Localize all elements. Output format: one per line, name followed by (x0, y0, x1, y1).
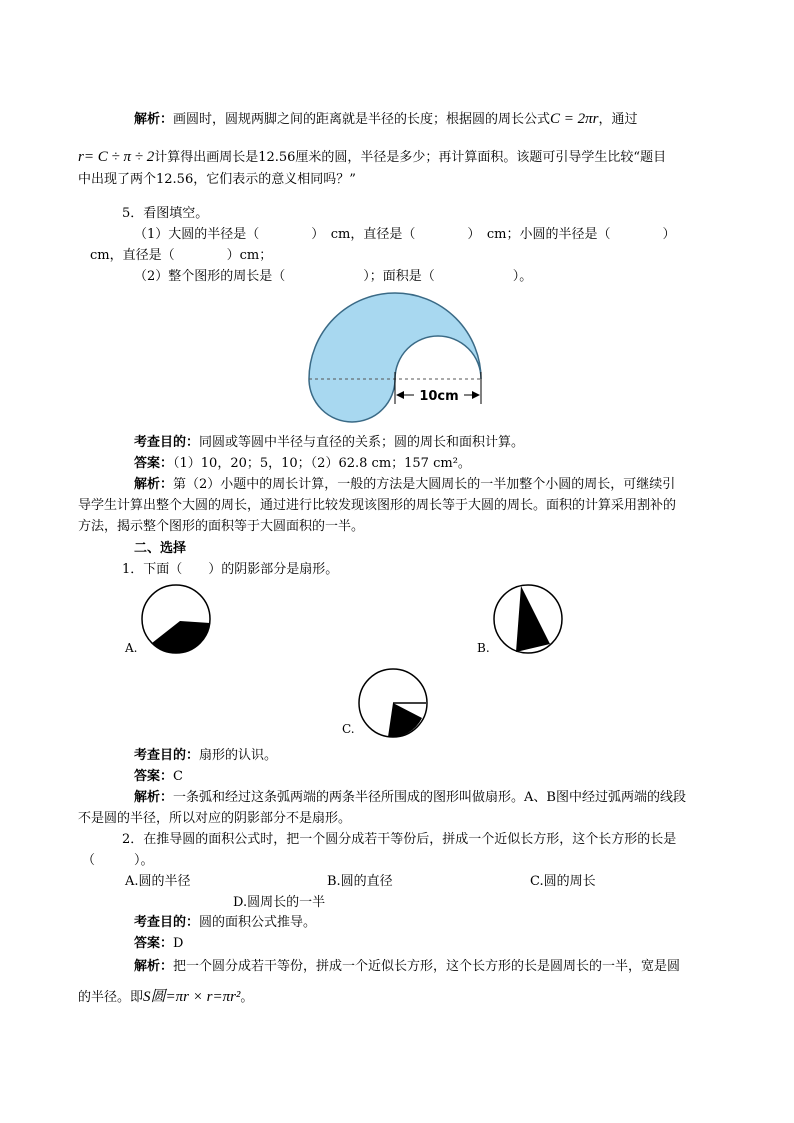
question-5-title: 5．看图填空。 (122, 206, 209, 221)
objective-text: 圆的面积公式推导。 (199, 915, 317, 930)
choice-1-question: 1．下面（ ）的阴影部分是扇形。 (122, 562, 339, 577)
s2-objective (134, 914, 316, 932)
s1-analysis-2: 不是圆的半径，所以对应的阴影部分不是扇形。 (78, 811, 352, 826)
s1-answer (134, 768, 183, 786)
analysis-text-tail: ，通过 (598, 112, 638, 127)
question-5-sub1-cont: cm，直径是（ ）cm； (90, 248, 273, 263)
q5-analysis-2: 导学生计算出整个大圆的周长，通过进行比较发现该图形的周长等于大圆的周长。面积的计算采用割补的 (78, 498, 677, 513)
choice-2-option-b: B.圆的直径 (327, 874, 393, 889)
objective-text: 扇形的认识。 (199, 748, 278, 763)
analysis-text: 中出现了两个12.56，它们表示的意义相同吗？” (78, 172, 356, 187)
choice-2-question: 2．在推导圆的面积公式时，把一个圆分成若干等份后，拼成一个近似长方形，这个长方形的长是 (122, 832, 677, 847)
analysis-text: 一条弧和经过这条弧两端的两条半径所围成的图形叫做扇形。A、B图中经过弧两端的线段 (173, 790, 686, 805)
q5-answer (134, 455, 471, 473)
option-c-label: C. (342, 722, 355, 736)
analysis-label: 解析： (134, 959, 174, 974)
choice-2-option-d: D.圆周长的一半 (233, 895, 326, 910)
option-b-circle (492, 583, 564, 655)
dimension-label: 10cm (419, 389, 459, 404)
choice-2-option-a: A.圆的半径 (125, 874, 191, 889)
s2-answer (134, 935, 183, 953)
option-c-circle (357, 667, 429, 739)
analysis-paragraph-3 (78, 171, 356, 189)
analysis-text: 画圆时，圆规两脚之间的距离就是半径的长度；根据圆的周长公式 (173, 112, 551, 127)
radius-formula: r= C ÷ π ÷ 2 (78, 149, 155, 165)
answer-text: D (173, 936, 184, 951)
analysis-label: 解析： (134, 477, 174, 492)
section-title: 二、选择 (134, 541, 187, 556)
option-b-label: B. (477, 641, 490, 655)
circumference-formula: C = 2πr (550, 111, 599, 127)
objective-label: 考查目的： (134, 748, 200, 763)
s1-objective (134, 747, 277, 765)
objective-label: 考查目的： (134, 915, 200, 930)
analysis-label: 解析： (134, 790, 174, 805)
analysis-paragraph-2 (78, 148, 666, 167)
answer-text: C (173, 769, 183, 784)
objective-text: 同圆或等圆中半径与直径的关系；圆的周长和面积计算。 (199, 435, 525, 450)
analysis-label: 解析： (134, 112, 174, 127)
answer-label: 答案： (134, 769, 174, 784)
analysis-text: 第（2）小题中的周长计算，一般的方法是大圆周长的一半加整个小圆的周长，可继续引 (173, 477, 676, 492)
s2-analysis-2 (78, 988, 253, 1007)
analysis-period: 。 (240, 990, 254, 1005)
s1-analysis (134, 789, 686, 807)
semicircle-figure (300, 292, 500, 432)
s2-analysis (134, 958, 680, 976)
option-a-circle (140, 583, 212, 655)
q5-analysis (134, 476, 675, 494)
objective-label: 考查目的： (134, 435, 200, 450)
question-5-sub1: （1）大圆的半径是（ ） cm，直径是（ ） cm；小圆的半径是（ ） (134, 227, 676, 242)
option-a-label: A. (125, 641, 138, 655)
q5-objective (134, 434, 524, 452)
analysis-text: 计算得出画周长是12.56厘米的圆，半径是多少；再计算面积。该题可引导学生比较“题目 (154, 150, 667, 165)
q5-analysis-3: 方法，揭示整个图形的面积等于大圆面积的一半。 (78, 519, 365, 534)
question-5-sub2: （2）整个图形的周长是（ ）；面积是（ ）。 (134, 269, 533, 284)
answer-text: （1）10，20；5，10；（2）62.8 cm；157 cm²。 (173, 456, 471, 471)
choice-2-option-c: C.圆的周长 (530, 874, 596, 889)
arrow-right-icon (472, 391, 480, 399)
answer-label: 答案： (134, 456, 174, 471)
analysis-text: 的半径。即 (78, 990, 144, 1005)
choice-2-question-cont: （ ）。 (82, 853, 154, 868)
analysis-text: 把一个圆分成若干等份，拼成一个近似长方形，这个长方形的长是圆周长的一半，宽是圆 (173, 959, 681, 974)
area-formula: S圆=πr × r=πr² (143, 989, 241, 1005)
analysis-paragraph-1 (134, 110, 638, 129)
answer-label: 答案： (134, 936, 174, 951)
arrow-left-icon (396, 391, 404, 399)
